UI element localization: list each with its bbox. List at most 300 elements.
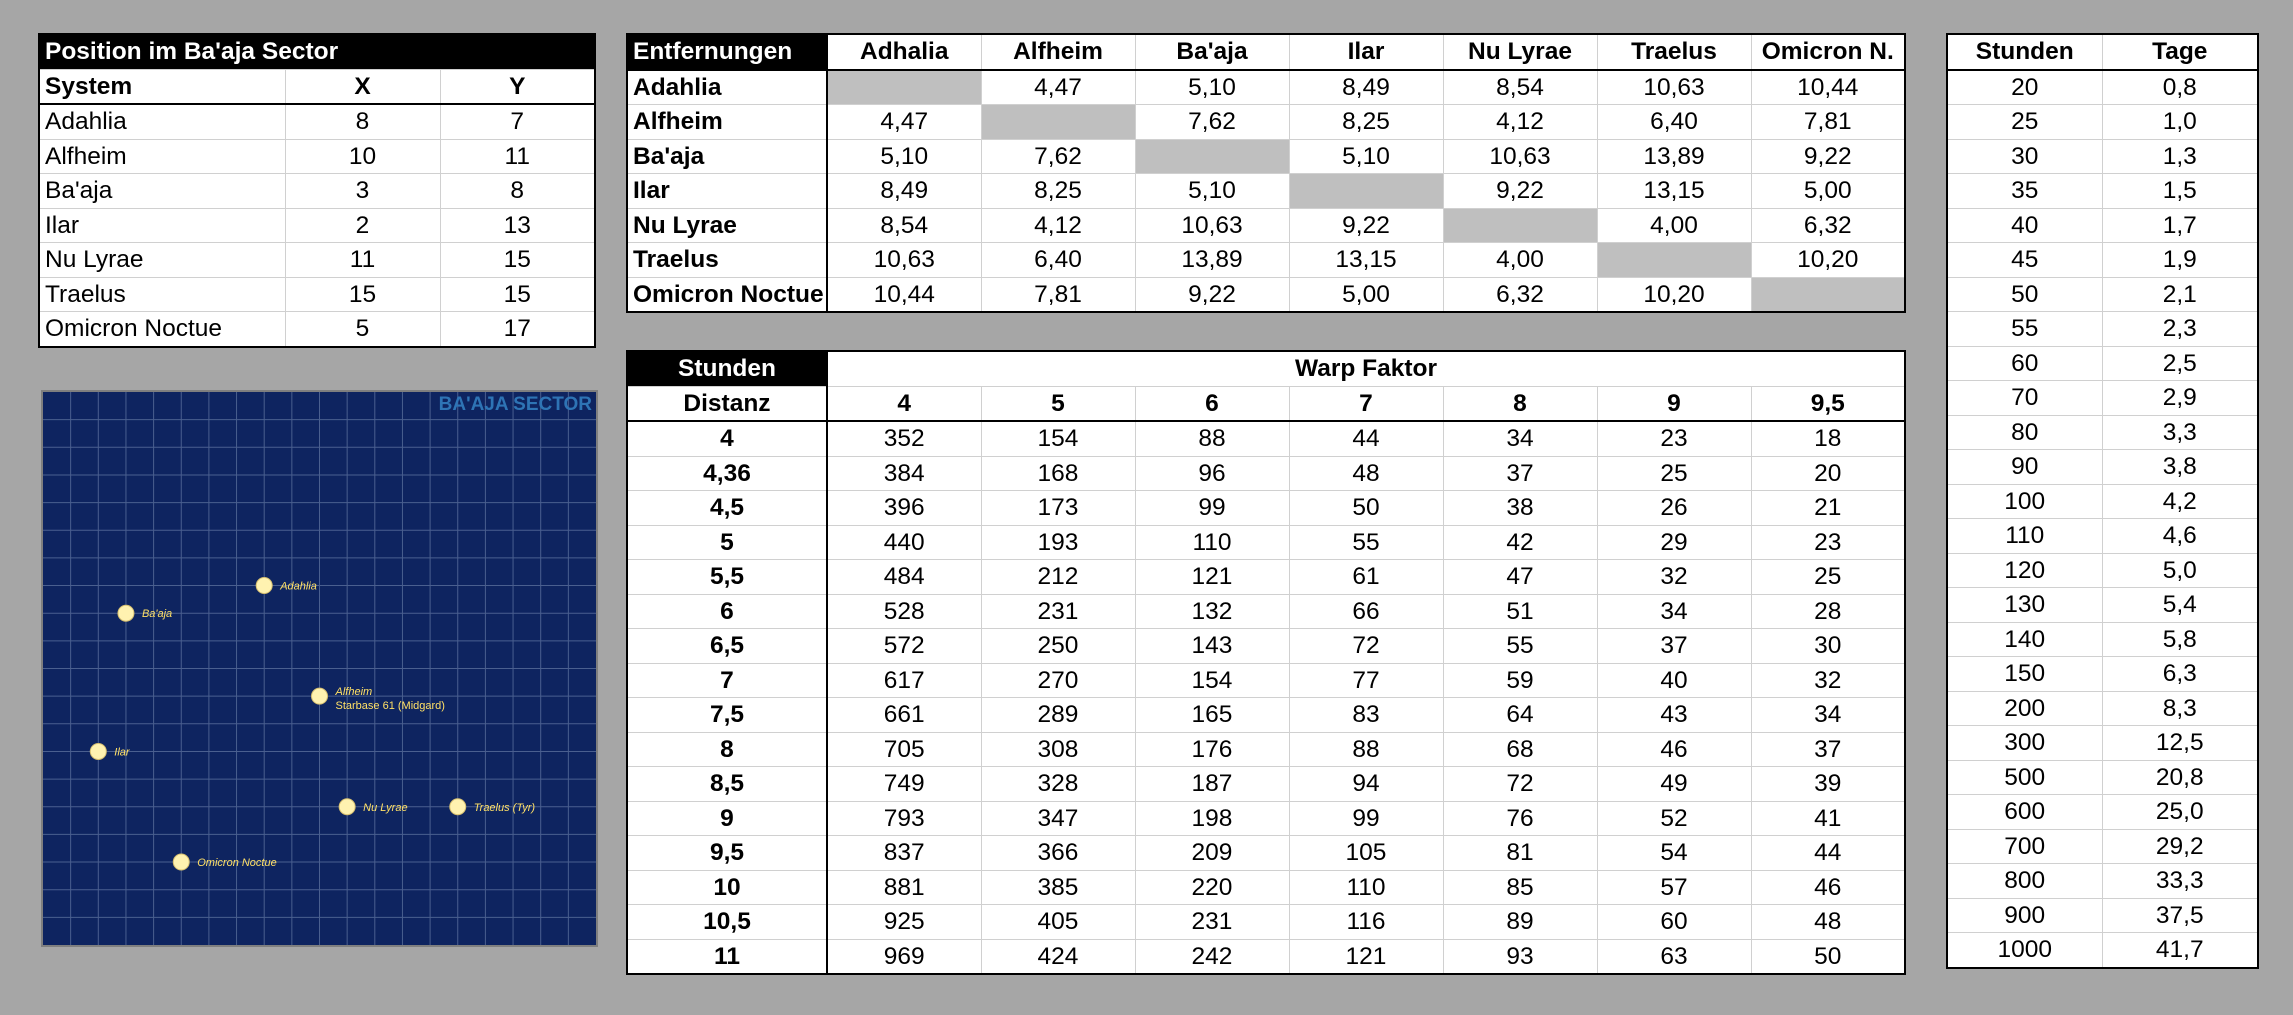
warp-distance-cell: 5	[627, 525, 827, 560]
warp-hours-cell: 617	[827, 663, 981, 698]
hours-cell: 200	[1947, 691, 2102, 726]
warp-factor-header: 5	[981, 386, 1135, 421]
distance-cell: 6,32	[1443, 277, 1597, 312]
hours-days-row	[1947, 70, 2258, 105]
warp-hours-cell: 154	[981, 421, 1135, 456]
days-header: Tage	[2102, 34, 2258, 70]
hours-cell: 500	[1947, 760, 2102, 795]
warp-hours-cell: 46	[1751, 870, 1905, 905]
warp-hours-cell: 83	[1289, 698, 1443, 733]
y-cell: 8	[440, 174, 595, 209]
hours-cell: 100	[1947, 484, 2102, 519]
distance-row-header: Omicron Noctue	[627, 277, 827, 312]
warp-hours-cell: 969	[827, 939, 981, 974]
days-cell: 37,5	[2102, 898, 2258, 933]
warp-factor-header: 9	[1597, 386, 1751, 421]
days-cell: 41,7	[2102, 933, 2258, 968]
days-cell: 1,5	[2102, 174, 2258, 209]
distance-row	[627, 208, 1905, 243]
system-name-cell: Adahlia	[39, 104, 285, 139]
hours-days-row	[1947, 864, 2258, 899]
distance-cell: 5,10	[827, 139, 981, 174]
days-cell: 3,3	[2102, 415, 2258, 450]
distance-row	[627, 70, 1905, 105]
distance-cell: 4,47	[981, 70, 1135, 105]
hours-days-row	[1947, 243, 2258, 278]
warp-hours-cell: 32	[1597, 560, 1751, 595]
warp-corner-hours: Stunden	[627, 351, 827, 386]
distance-cell: 5,00	[1289, 277, 1443, 312]
warp-hours-cell: 41	[1751, 801, 1905, 836]
distance-row-header: Nu Lyrae	[627, 208, 827, 243]
hours-cell: 25	[1947, 105, 2102, 140]
warp-row	[627, 456, 1905, 491]
warp-hours-cell: 42	[1443, 525, 1597, 560]
warp-hours-cell: 37	[1443, 456, 1597, 491]
hours-days-row	[1947, 657, 2258, 692]
warp-hours-cell: 881	[827, 870, 981, 905]
warp-corner-distance: Distanz	[627, 386, 827, 421]
warp-distance-cell: 10,5	[627, 905, 827, 940]
days-cell: 8,3	[2102, 691, 2258, 726]
distance-cell: 9,22	[1135, 277, 1289, 312]
warp-hours-cell: 55	[1443, 629, 1597, 664]
warp-hours-cell: 308	[981, 732, 1135, 767]
hours-cell: 900	[1947, 898, 2102, 933]
hours-cell: 35	[1947, 174, 2102, 209]
hours-cell: 300	[1947, 726, 2102, 761]
warp-hours-cell: 176	[1135, 732, 1289, 767]
warp-hours-cell: 110	[1135, 525, 1289, 560]
warp-distance-cell: 6,5	[627, 629, 827, 664]
warp-hours-cell: 63	[1597, 939, 1751, 974]
days-cell: 1,3	[2102, 139, 2258, 174]
warp-hours-cell: 66	[1289, 594, 1443, 629]
system-name-cell: Traelus	[39, 277, 285, 312]
days-cell: 25,0	[2102, 795, 2258, 830]
warp-hours-cell: 30	[1751, 629, 1905, 664]
hours-days-row	[1947, 933, 2258, 968]
distance-cell: 13,89	[1597, 139, 1751, 174]
distance-row-header: Traelus	[627, 243, 827, 278]
warp-hours-cell: 328	[981, 767, 1135, 802]
y-cell: 15	[440, 243, 595, 278]
days-cell: 1,0	[2102, 105, 2258, 140]
warp-hours-cell: 25	[1751, 560, 1905, 595]
star-system-marker	[256, 578, 272, 594]
warp-distance-cell: 10	[627, 870, 827, 905]
days-cell: 5,0	[2102, 553, 2258, 588]
warp-row	[627, 560, 1905, 595]
hours-days-table	[1946, 33, 2259, 969]
distance-row	[627, 139, 1905, 174]
warp-hours-cell: 105	[1289, 836, 1443, 871]
warp-hours-cell: 23	[1597, 421, 1751, 456]
position-row	[39, 312, 595, 347]
distance-cell: 4,47	[827, 105, 981, 140]
hours-cell: 20	[1947, 70, 2102, 105]
hours-cell: 700	[1947, 829, 2102, 864]
warp-hours-cell: 347	[981, 801, 1135, 836]
hours-days-row	[1947, 553, 2258, 588]
warp-row	[627, 767, 1905, 802]
warp-hours-cell: 220	[1135, 870, 1289, 905]
system-name-cell: Nu Lyrae	[39, 243, 285, 278]
hours-days-row	[1947, 484, 2258, 519]
warp-hours-cell: 705	[827, 732, 981, 767]
star-system-marker	[312, 688, 328, 704]
warp-hours-cell: 484	[827, 560, 981, 595]
warp-row	[627, 939, 1905, 974]
warp-hours-cell: 187	[1135, 767, 1289, 802]
position-row	[39, 243, 595, 278]
star-system-marker	[450, 799, 466, 815]
distance-cell: 4,00	[1597, 208, 1751, 243]
hours-cell: 1000	[1947, 933, 2102, 968]
warp-hours-cell: 48	[1751, 905, 1905, 940]
warp-row	[627, 870, 1905, 905]
x-cell: 15	[285, 277, 440, 312]
position-table	[38, 33, 596, 348]
warp-factor-header: 8	[1443, 386, 1597, 421]
distance-cell: 8,49	[827, 174, 981, 209]
distance-cell: 6,40	[981, 243, 1135, 278]
warp-hours-cell: 424	[981, 939, 1135, 974]
warp-hours-cell: 405	[981, 905, 1135, 940]
warp-factor-header: 6	[1135, 386, 1289, 421]
distance-cell	[1597, 243, 1751, 278]
position-table-title: Position im Ba'aja Sector	[39, 34, 595, 69]
distance-row-header: Ba'aja	[627, 139, 827, 174]
warp-hours-cell: 47	[1443, 560, 1597, 595]
distance-cell: 4,00	[1443, 243, 1597, 278]
hours-days-row	[1947, 346, 2258, 381]
distance-cell: 5,00	[1751, 174, 1905, 209]
warp-hours-cell: 39	[1751, 767, 1905, 802]
warp-hours-cell: 37	[1597, 629, 1751, 664]
warp-hours-cell: 94	[1289, 767, 1443, 802]
position-row	[39, 208, 595, 243]
warp-distance-cell: 9	[627, 801, 827, 836]
days-cell: 4,2	[2102, 484, 2258, 519]
warp-hours-cell: 44	[1751, 836, 1905, 871]
distances-table-title: Entfernungen	[627, 34, 827, 70]
warp-hours-cell: 40	[1597, 663, 1751, 698]
hours-days-row	[1947, 139, 2258, 174]
distance-cell: 8,54	[1443, 70, 1597, 105]
distance-cell: 10,63	[1135, 208, 1289, 243]
days-cell: 33,3	[2102, 864, 2258, 899]
hours-days-row	[1947, 519, 2258, 554]
hours-days-row	[1947, 691, 2258, 726]
system-name-cell: Ilar	[39, 208, 285, 243]
warp-hours-cell: 250	[981, 629, 1135, 664]
position-header-system: System	[39, 69, 285, 104]
days-cell: 2,5	[2102, 346, 2258, 381]
star-system-marker	[339, 799, 355, 815]
warp-factor-header: 7	[1289, 386, 1443, 421]
x-cell: 3	[285, 174, 440, 209]
star-system-label: Ilar	[114, 746, 130, 759]
hours-days-row	[1947, 174, 2258, 209]
warp-hours-cell: 173	[981, 491, 1135, 526]
warp-hours-cell: 132	[1135, 594, 1289, 629]
warp-hours-cell: 96	[1135, 456, 1289, 491]
hours-cell: 50	[1947, 277, 2102, 312]
position-header-y: Y	[440, 69, 595, 104]
warp-row	[627, 594, 1905, 629]
distance-cell: 10,63	[1597, 70, 1751, 105]
distance-cell: 9,22	[1443, 174, 1597, 209]
warp-hours-cell: 99	[1289, 801, 1443, 836]
hours-days-row	[1947, 622, 2258, 657]
x-cell: 8	[285, 104, 440, 139]
position-header-x: X	[285, 69, 440, 104]
warp-distance-cell: 6	[627, 594, 827, 629]
warp-hours-cell: 165	[1135, 698, 1289, 733]
distance-cell: 13,89	[1135, 243, 1289, 278]
warp-distance-cell: 9,5	[627, 836, 827, 871]
warp-hours-cell: 72	[1443, 767, 1597, 802]
warp-hours-cell: 749	[827, 767, 981, 802]
warp-row	[627, 421, 1905, 456]
warp-hours-cell: 52	[1597, 801, 1751, 836]
warp-hours-cell: 48	[1289, 456, 1443, 491]
distance-column-header: Ilar	[1289, 34, 1443, 70]
warp-hours-cell: 793	[827, 801, 981, 836]
warp-row	[627, 491, 1905, 526]
warp-hours-cell: 18	[1751, 421, 1905, 456]
warp-hours-cell: 231	[1135, 905, 1289, 940]
position-row	[39, 174, 595, 209]
days-cell: 6,3	[2102, 657, 2258, 692]
x-cell: 11	[285, 243, 440, 278]
warp-hours-cell: 121	[1289, 939, 1443, 974]
position-row	[39, 104, 595, 139]
distance-cell	[1289, 174, 1443, 209]
warp-hours-cell: 76	[1443, 801, 1597, 836]
distance-row-header: Ilar	[627, 174, 827, 209]
warp-hours-cell: 168	[981, 456, 1135, 491]
y-cell: 11	[440, 139, 595, 174]
hours-days-row	[1947, 726, 2258, 761]
distance-cell: 9,22	[1289, 208, 1443, 243]
warp-hours-cell: 121	[1135, 560, 1289, 595]
distance-cell: 5,10	[1289, 139, 1443, 174]
warp-hours-cell: 212	[981, 560, 1135, 595]
warp-hours-cell: 209	[1135, 836, 1289, 871]
star-system-marker	[173, 854, 189, 870]
warp-hours-cell: 29	[1597, 525, 1751, 560]
days-cell: 1,9	[2102, 243, 2258, 278]
warp-hours-cell: 34	[1443, 421, 1597, 456]
system-name-cell: Alfheim	[39, 139, 285, 174]
warp-hours-cell: 20	[1751, 456, 1905, 491]
distance-cell	[1135, 139, 1289, 174]
warp-hours-cell: 77	[1289, 663, 1443, 698]
distance-cell: 8,54	[827, 208, 981, 243]
warp-hours-cell: 81	[1443, 836, 1597, 871]
distance-cell: 6,40	[1597, 105, 1751, 140]
warp-hours-cell: 193	[981, 525, 1135, 560]
system-name-cell: Omicron Noctue	[39, 312, 285, 347]
warp-hours-cell: 50	[1289, 491, 1443, 526]
hours-cell: 130	[1947, 588, 2102, 623]
hours-cell: 120	[1947, 553, 2102, 588]
hours-days-row	[1947, 450, 2258, 485]
warp-distance-cell: 4,5	[627, 491, 827, 526]
warp-hours-cell: 88	[1289, 732, 1443, 767]
sector-map	[41, 390, 598, 947]
hours-days-row	[1947, 898, 2258, 933]
hours-days-row	[1947, 105, 2258, 140]
star-system-sublabel: Starbase 61 (Midgard)	[335, 700, 445, 713]
distance-row	[627, 174, 1905, 209]
hours-days-row	[1947, 312, 2258, 347]
days-cell: 4,6	[2102, 519, 2258, 554]
warp-hours-cell: 55	[1289, 525, 1443, 560]
days-cell: 29,2	[2102, 829, 2258, 864]
hours-cell: 40	[1947, 208, 2102, 243]
warp-row	[627, 629, 1905, 664]
warp-hours-cell: 50	[1751, 939, 1905, 974]
warp-factor-title: Warp Faktor	[827, 351, 1905, 386]
warp-hours-cell: 28	[1751, 594, 1905, 629]
distance-cell: 9,22	[1751, 139, 1905, 174]
warp-hours-cell: 352	[827, 421, 981, 456]
warp-hours-cell: 925	[827, 905, 981, 940]
hours-cell: 600	[1947, 795, 2102, 830]
hours-cell: 60	[1947, 346, 2102, 381]
warp-hours-cell: 44	[1289, 421, 1443, 456]
warp-hours-cell: 64	[1443, 698, 1597, 733]
warp-factor-header: 9,5	[1751, 386, 1905, 421]
warp-hours-cell: 26	[1597, 491, 1751, 526]
warp-hours-cell: 46	[1597, 732, 1751, 767]
distance-cell	[827, 70, 981, 105]
hours-header: Stunden	[1947, 34, 2102, 70]
map-grid	[43, 392, 596, 945]
position-row	[39, 277, 595, 312]
y-cell: 15	[440, 277, 595, 312]
hours-cell: 55	[1947, 312, 2102, 347]
distance-cell	[1751, 277, 1905, 312]
hours-cell: 80	[1947, 415, 2102, 450]
distance-cell: 7,81	[1751, 105, 1905, 140]
days-cell: 2,3	[2102, 312, 2258, 347]
warp-hours-cell: 88	[1135, 421, 1289, 456]
system-name-cell: Ba'aja	[39, 174, 285, 209]
warp-hours-cell: 89	[1443, 905, 1597, 940]
distance-cell: 10,44	[827, 277, 981, 312]
distance-cell	[981, 105, 1135, 140]
warp-hours-cell: 43	[1597, 698, 1751, 733]
warp-distance-cell: 8,5	[627, 767, 827, 802]
star-system-label: Nu Lyrae	[363, 801, 408, 814]
warp-hours-cell: 32	[1751, 663, 1905, 698]
hours-days-row	[1947, 208, 2258, 243]
warp-hours-cell: 440	[827, 525, 981, 560]
warp-hours-cell: 68	[1443, 732, 1597, 767]
warp-hours-cell: 57	[1597, 870, 1751, 905]
star-system-label: Adahlia	[280, 580, 317, 593]
distance-cell: 10,63	[827, 243, 981, 278]
distance-row-header: Alfheim	[627, 105, 827, 140]
hours-cell: 150	[1947, 657, 2102, 692]
warp-hours-cell: 572	[827, 629, 981, 664]
distance-cell: 8,49	[1289, 70, 1443, 105]
distance-cell: 8,25	[981, 174, 1135, 209]
warp-row	[627, 525, 1905, 560]
star-system-label: Ba'aja	[141, 608, 173, 621]
warp-distance-cell: 5,5	[627, 560, 827, 595]
sector-map-canvas	[43, 392, 596, 945]
warp-hours-cell: 51	[1443, 594, 1597, 629]
warp-hours-cell: 61	[1289, 560, 1443, 595]
distance-cell: 4,12	[1443, 105, 1597, 140]
hours-days-row	[1947, 415, 2258, 450]
warp-hours-cell: 143	[1135, 629, 1289, 664]
star-system-marker	[118, 605, 134, 621]
distance-cell: 8,25	[1289, 105, 1443, 140]
distance-cell: 5,10	[1135, 70, 1289, 105]
warp-hours-cell: 231	[981, 594, 1135, 629]
warp-hours-cell: 110	[1289, 870, 1443, 905]
warp-hours-cell: 21	[1751, 491, 1905, 526]
y-cell: 13	[440, 208, 595, 243]
distance-row	[627, 277, 1905, 312]
warp-hours-cell: 837	[827, 836, 981, 871]
distance-cell: 7,62	[981, 139, 1135, 174]
warp-distance-cell: 4	[627, 421, 827, 456]
distance-row	[627, 243, 1905, 278]
warp-hours-cell: 38	[1443, 491, 1597, 526]
days-cell: 3,8	[2102, 450, 2258, 485]
distance-column-header: Nu Lyrae	[1443, 34, 1597, 70]
warp-hours-cell: 270	[981, 663, 1135, 698]
y-cell: 7	[440, 104, 595, 139]
x-cell: 2	[285, 208, 440, 243]
warp-row	[627, 836, 1905, 871]
warp-row	[627, 663, 1905, 698]
hours-cell: 140	[1947, 622, 2102, 657]
warp-distance-cell: 7,5	[627, 698, 827, 733]
hours-days-row	[1947, 829, 2258, 864]
warp-distance-cell: 8	[627, 732, 827, 767]
distance-cell: 13,15	[1597, 174, 1751, 209]
distance-column-header: Ba'aja	[1135, 34, 1289, 70]
distance-column-header: Adhalia	[827, 34, 981, 70]
warp-distance-cell: 11	[627, 939, 827, 974]
warp-hours-cell: 385	[981, 870, 1135, 905]
warp-hours-cell: 528	[827, 594, 981, 629]
warp-hours-cell: 49	[1597, 767, 1751, 802]
hours-cell: 70	[1947, 381, 2102, 416]
star-system-label: Traelus (Tyr)	[473, 801, 536, 814]
distance-cell: 10,20	[1751, 243, 1905, 278]
warp-row	[627, 801, 1905, 836]
warp-hours-cell: 384	[827, 456, 981, 491]
warp-hours-cell: 25	[1597, 456, 1751, 491]
star-system-marker	[90, 743, 106, 759]
x-cell: 5	[285, 312, 440, 347]
warp-hours-cell: 198	[1135, 801, 1289, 836]
warp-distance-cell: 7	[627, 663, 827, 698]
warp-table	[626, 350, 1906, 975]
hours-cell: 800	[1947, 864, 2102, 899]
distance-cell: 7,62	[1135, 105, 1289, 140]
star-system-label: Omicron Noctue	[197, 857, 277, 870]
